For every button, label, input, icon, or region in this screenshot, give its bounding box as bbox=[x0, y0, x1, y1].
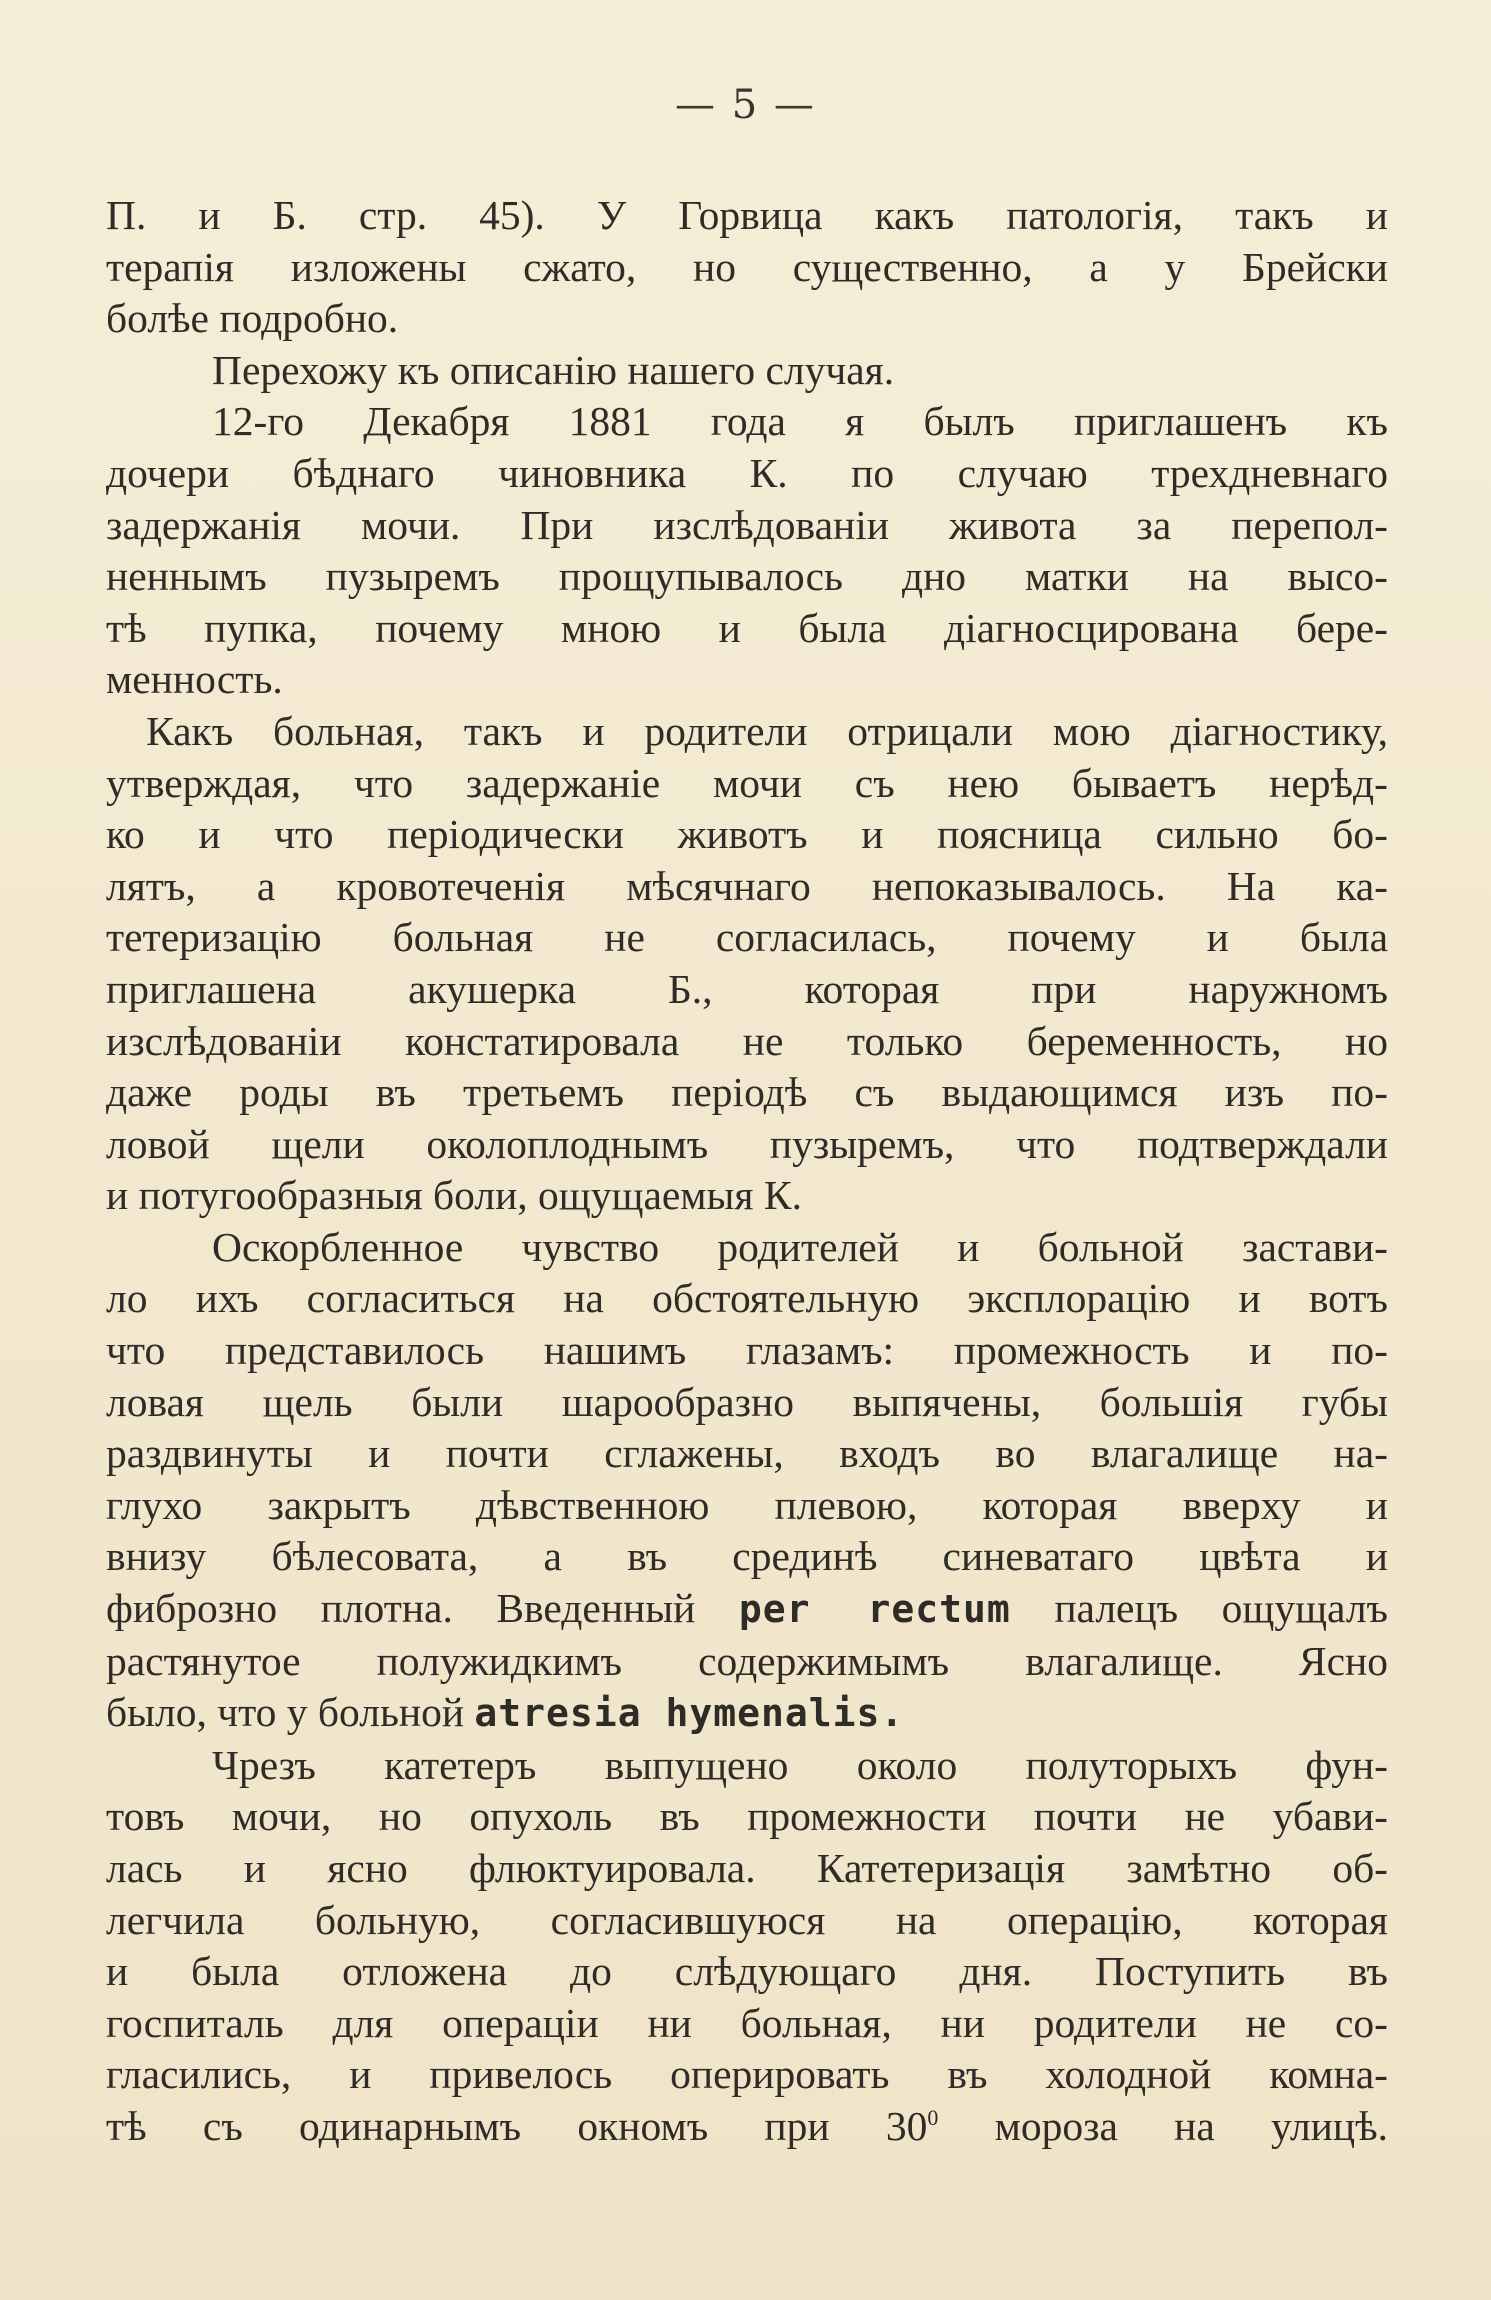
text-line: ло ихъ согласиться на обстоятельную эксплорацію и вотъ bbox=[106, 1275, 1388, 1322]
text-line: что представилось нашимъ глазамъ: промежность и по- bbox=[106, 1327, 1388, 1374]
text-line: даже роды въ третьемъ періодѣ съ выдающимся изъ по- bbox=[106, 1069, 1388, 1116]
latin-phrase: per rectum bbox=[738, 1587, 1011, 1632]
text-line: 12-го Декабря 1881 года я былъ приглашенъ къ bbox=[212, 398, 1388, 445]
text-line: менность. bbox=[106, 656, 283, 703]
text-line: ко и что періодически животъ и поясница сильно бо- bbox=[106, 811, 1388, 858]
text-line: Перехожу къ описанію нашего случая. bbox=[212, 346, 895, 393]
text-line: гласились, и привелось оперировать въ холодной комна- bbox=[106, 2051, 1388, 2098]
text-line: терапія изложены сжато, но существенно, а у Брейски bbox=[106, 243, 1388, 290]
text-line: дочери бѣднаго чиновника К. по случаю трехдневнаго bbox=[106, 449, 1388, 496]
text-line: Чрезъ катетеръ выпущено около полуторыхъ фун- bbox=[212, 1741, 1388, 1788]
text-line: приглашена акушерка Б., которая при наружномъ bbox=[106, 965, 1388, 1012]
text-line: внизу бѣлесовата, а въ срединѣ синеватаго цвѣта и bbox=[106, 1533, 1388, 1580]
text-line: Оскорбленное чувство родителей и больной застави- bbox=[212, 1223, 1388, 1270]
text-line: изслѣдованіи констатировала не только беременность, но bbox=[106, 1017, 1388, 1064]
text-line-mixed: было, что у больной atresia hymenalis. bbox=[106, 1689, 905, 1736]
text-line: ловая щель были шарообразно выпячены, большія губы bbox=[106, 1378, 1388, 1425]
text-line: легчила больную, согласившуюся на операцію, которая bbox=[106, 1896, 1388, 1943]
text-line: болѣе подробно. bbox=[106, 295, 399, 342]
text-line: глухо закрытъ дѣвственною плевою, которая вверху и bbox=[106, 1481, 1388, 1528]
text-line: утверждая, что задержаніе мочи съ нею бываетъ нерѣд- bbox=[106, 759, 1388, 806]
text-line: лась и ясно флюктуировала. Катетеризація замѣтно об- bbox=[106, 1845, 1388, 1891]
latin-phrase: atresia hymenalis. bbox=[474, 1691, 905, 1736]
text-line: тѣ пупка, почему мною и была діагносцирована бере- bbox=[106, 604, 1388, 651]
text-line: и потугообразныя боли, ощущаемыя К. bbox=[106, 1172, 802, 1219]
text-line: тетеризацію больная не согласилась, почему и была bbox=[106, 914, 1388, 961]
text-line: товъ мочи, но опухоль въ промежности почти не убави- bbox=[106, 1793, 1388, 1840]
text-line: лятъ, а кровотеченія мѣсячнаго непоказывалось. На ка- bbox=[106, 862, 1388, 909]
text-line: неннымъ пузыремъ прощупывалось дно матки на высо- bbox=[106, 553, 1388, 600]
text-line-mixed: тѣ съ одинарнымъ окномъ при $30^0$ мороза на улицѣ. bbox=[106, 2102, 1388, 2149]
text-line: П. и Б. стр. 45). У Горвица какъ патологія, такъ и bbox=[106, 192, 1388, 238]
text-line: Какъ больная, такъ и родители отрицали мою діагностику, bbox=[146, 707, 1388, 754]
text-line: ловой щели околоплоднымъ пузыремъ, что подтверждали bbox=[106, 1120, 1388, 1167]
page-number: — 5 — bbox=[675, 82, 816, 128]
text-line: раздвинуты и почти сглажены, входъ во влагалище на- bbox=[106, 1430, 1388, 1477]
text-line-mixed: фиброзно плотна. Введенный per rectum палецъ ощущалъ bbox=[106, 1585, 1389, 1632]
body-text bbox=[106, 190, 1388, 2153]
degree-superscript: 0 bbox=[927, 2105, 939, 2131]
text-line: растянутое полужидкимъ содержимымъ влагалище. Ясно bbox=[106, 1637, 1388, 1684]
text-line: госпиталь для операціи ни больная, ни родители не со- bbox=[106, 1999, 1388, 2046]
text-line: задержанія мочи. При изслѣдованіи живота за перепол- bbox=[106, 501, 1388, 548]
text-line: и была отложена до слѣдующаго дня. Поступить въ bbox=[106, 1948, 1388, 1995]
